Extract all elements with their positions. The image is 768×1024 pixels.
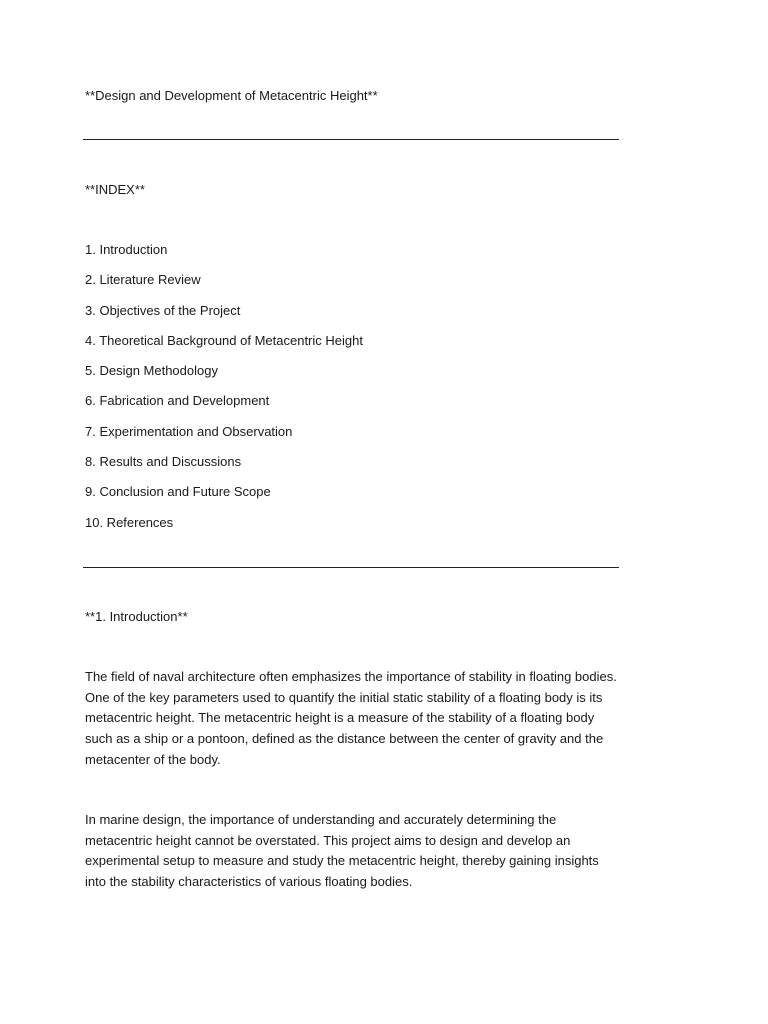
- toc-item: 8. Results and Discussions: [85, 454, 242, 470]
- toc-item: 9. Conclusion and Future Scope: [85, 484, 271, 500]
- horizontal-divider: [83, 139, 619, 140]
- table-of-contents: [85, 242, 363, 545]
- toc-item: 2. Literature Review: [85, 272, 201, 288]
- index-heading: **INDEX**: [85, 182, 145, 197]
- document-title: **Design and Development of Metacentric Height**: [85, 88, 378, 103]
- horizontal-divider: [83, 567, 619, 568]
- section-heading-introduction: **1. Introduction**: [85, 609, 188, 624]
- toc-item: 5. Design Methodology: [85, 363, 218, 379]
- toc-item: 1. Introduction: [85, 242, 168, 257]
- toc-item: 10. References: [85, 514, 174, 530]
- toc-item: 3. Objectives of the Project: [85, 302, 241, 318]
- body-paragraph: In marine design, the importance of understanding and accurately determining the metacentric height cannot be overstated. This project aims to design and develop an experimental setup to measure and study the metacentric height, thereby gaining insights into the stability characteristics of various floating bodies.: [85, 812, 599, 890]
- toc-item: 4. Theoretical Background of Metacentric Height: [85, 332, 363, 348]
- toc-item: 7. Experimentation and Observation: [85, 423, 293, 439]
- body-paragraph: The field of naval architecture often emphasizes the importance of stability in floating bodies. One of the key parameters used to quantify the initial static stability of a floating body is its metacentric height. The metacentric height is a measure of the stability of a floating body such as a ship or a pontoon, defined as the distance between the center of gravity and the metacenter of the body.: [85, 669, 617, 767]
- toc-item: 6. Fabrication and Development: [85, 393, 270, 409]
